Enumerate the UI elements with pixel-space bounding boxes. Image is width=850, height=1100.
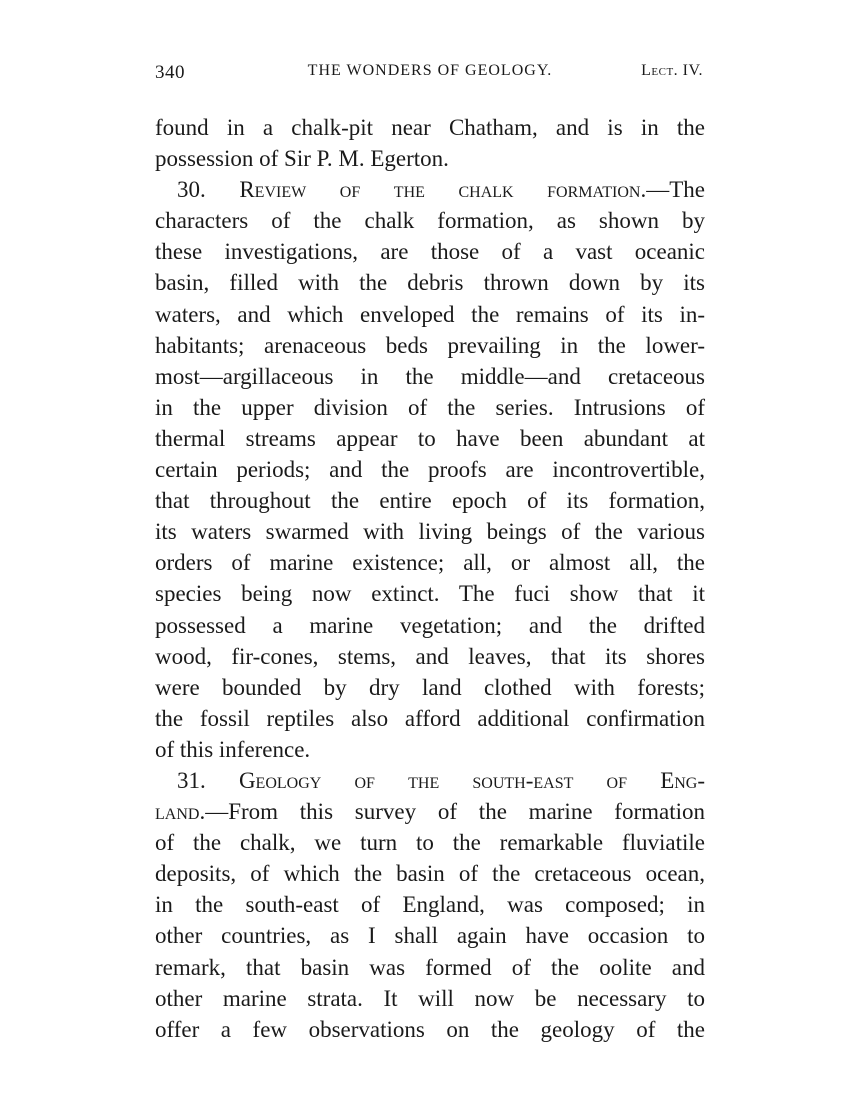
text-line: basin, filled with the debris thrown down by its	[155, 270, 705, 296]
text-line: in the south-east of England, was composed; in	[155, 892, 705, 918]
page-body	[155, 112, 705, 1045]
text-line: waters, and which enveloped the remains of its in-	[155, 301, 705, 327]
section-31-heading-line	[155, 765, 705, 796]
text-line: possessed a marine vegetation; and the drifted	[155, 612, 705, 638]
text-line: other countries, as I shall again have occasion to	[155, 923, 705, 949]
text-line: found in a chalk-pit near Chatham, and is in the	[155, 115, 705, 140]
text-line: the fossil reptiles also afford additional confirmation	[155, 705, 705, 731]
text-line: these investigations, are those of a vast oceanic	[155, 239, 705, 265]
section-heading: Geology of the south-east of Eng-	[238, 767, 706, 793]
text-line: in the upper division of the series. Intrusions of	[155, 394, 705, 420]
text-line: deposits, of which the basin of the cretaceous ocean,	[155, 861, 705, 887]
running-head	[155, 58, 705, 92]
section-31-second-line	[155, 796, 705, 827]
text-line: were bounded by dry land clothed with forests;	[155, 674, 705, 700]
text-line: other marine strata. It will now be necessary to	[155, 985, 705, 1011]
running-title: THE WONDERS OF GEOLOGY.	[307, 62, 553, 79]
text-line: most—argillaceous in the middle—and cretaceous	[155, 363, 705, 389]
book-page	[155, 58, 705, 1045]
text-line: habitants; arenaceous beds prevailing in the lower-	[155, 332, 705, 358]
text-line: offer a few observations on the geology of the	[155, 1016, 705, 1042]
text-line: of the chalk, we turn to the remarkable fluviatile	[155, 830, 705, 856]
section-number: 31.	[177, 767, 206, 793]
text-line: its waters swarmed with living beings of the various	[155, 519, 705, 545]
lecture-label: Lect. IV.	[641, 62, 703, 79]
text-line: certain periods; and the proofs are incontrovertible,	[155, 457, 705, 483]
text-line: that throughout the entire epoch of its formation,	[155, 488, 705, 514]
section-heading: Review of the chalk formation.	[239, 177, 647, 203]
text-line: characters of the chalk formation, as shown by	[155, 208, 705, 234]
text-line: remark, that basin was formed of the oolite and	[155, 954, 705, 980]
text-fragment: —The	[646, 177, 705, 203]
text-line: orders of marine existence; all, or almost all, the	[155, 550, 705, 576]
text-line: species being now extinct. The fuci show that it	[155, 581, 705, 607]
text-line: wood, fir-cones, stems, and leaves, that its shores	[155, 643, 705, 669]
page-number: 340	[155, 62, 185, 83]
section-30-heading-line	[155, 174, 705, 205]
section-heading-continued: land.	[155, 799, 206, 825]
section-number: 30.	[177, 177, 206, 203]
text-fragment: —From this survey of the marine formation	[205, 799, 705, 825]
text-line: of this inference.	[155, 736, 311, 762]
text-line: possession of Sir P. M. Egerton.	[155, 146, 449, 172]
text-line: thermal streams appear to have been abundant at	[155, 425, 705, 451]
